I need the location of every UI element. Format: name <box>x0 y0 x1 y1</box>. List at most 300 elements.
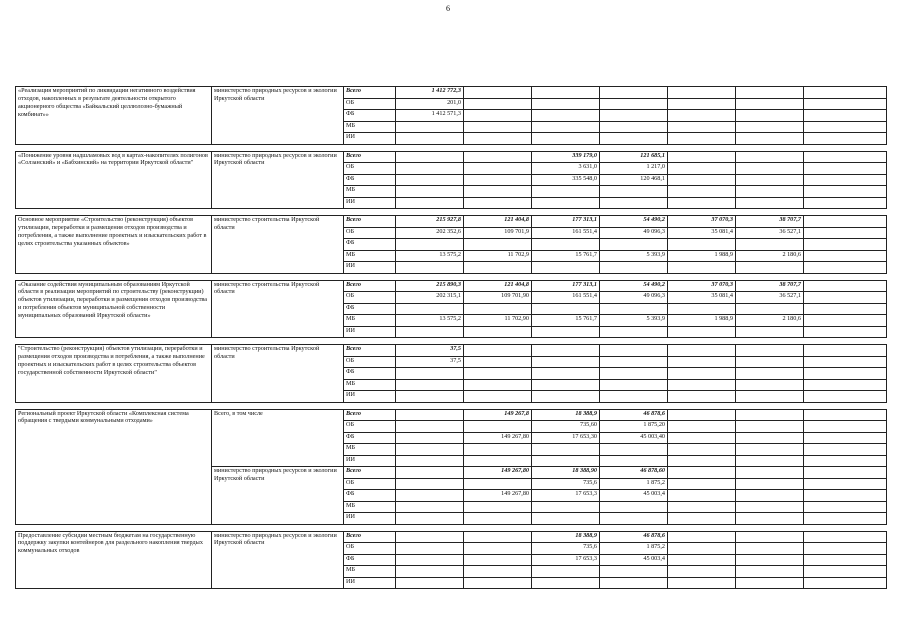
amount-cell: 215 927,8 <box>396 216 464 228</box>
amount-cell <box>668 554 736 566</box>
amount-cell <box>396 368 464 380</box>
amount-cell <box>532 345 600 357</box>
funding-source-cell: МБ <box>344 501 396 513</box>
amount-cell <box>804 186 887 198</box>
funding-source-cell: ИИ <box>344 133 396 145</box>
amount-cell <box>600 455 668 467</box>
amount-cell: 17 653,3 <box>532 554 600 566</box>
amount-cell <box>464 303 532 315</box>
amount-cell <box>532 262 600 274</box>
funding-source-cell: ФБ <box>344 368 396 380</box>
funding-source-cell: МБ <box>344 121 396 133</box>
amount-cell <box>804 216 887 228</box>
amount-cell <box>736 197 804 209</box>
amount-cell <box>600 577 668 589</box>
amount-cell <box>600 98 668 110</box>
table-row <box>16 409 887 421</box>
amount-cell <box>464 455 532 467</box>
amount-cell <box>736 174 804 186</box>
table-row <box>16 345 887 357</box>
amount-cell <box>736 444 804 456</box>
amount-cell <box>532 303 600 315</box>
amount-cell <box>464 577 532 589</box>
amount-cell <box>464 326 532 338</box>
funding-source-cell: ФБ <box>344 110 396 122</box>
amount-cell <box>804 262 887 274</box>
amount-cell: 45 003,4 <box>600 554 668 566</box>
funding-source-cell: ОБ <box>344 543 396 555</box>
funding-source-cell: ИИ <box>344 391 396 403</box>
amount-cell <box>736 303 804 315</box>
amount-cell <box>668 577 736 589</box>
amount-cell <box>736 566 804 578</box>
funding-source-cell: Всего <box>344 467 396 479</box>
amount-cell <box>396 455 464 467</box>
amount-cell <box>464 566 532 578</box>
amount-cell <box>396 303 464 315</box>
amount-cell <box>736 87 804 99</box>
amount-cell <box>804 133 887 145</box>
amount-cell <box>464 379 532 391</box>
funding-source-cell: ИИ <box>344 326 396 338</box>
amount-cell <box>600 444 668 456</box>
funding-source-cell: МБ <box>344 379 396 391</box>
amount-cell: 335 548,0 <box>532 174 600 186</box>
measure-description: «Оказание содействия муниципальным образованиям Иркутской области в реализации мероприятий по строительству (реконструкции) объектов утилизации, переработки и размещения отходов производства и потребления объектов муниципальной собственности муниципальных образований Иркутской области» <box>16 280 212 338</box>
measure-description: Региональный проект Иркутской области «Комплексная система обращения с твердыми коммунальными отходами» <box>16 409 212 524</box>
amount-cell <box>464 151 532 163</box>
funding-source-cell: ФБ <box>344 432 396 444</box>
amount-cell <box>668 110 736 122</box>
amount-cell: 149 267,80 <box>464 432 532 444</box>
amount-cell: 339 179,0 <box>532 151 600 163</box>
amount-cell <box>396 326 464 338</box>
amount-cell: 18 388,9 <box>532 531 600 543</box>
amount-cell <box>736 121 804 133</box>
amount-cell <box>532 455 600 467</box>
amount-cell <box>736 543 804 555</box>
funding-source-cell: Всего <box>344 409 396 421</box>
amount-cell: 18 388,90 <box>532 467 600 479</box>
amount-cell <box>532 391 600 403</box>
amount-cell <box>464 513 532 525</box>
amount-cell <box>736 513 804 525</box>
amount-cell <box>668 262 736 274</box>
funding-source-cell: ОБ <box>344 478 396 490</box>
amount-cell <box>464 543 532 555</box>
amount-cell <box>396 186 464 198</box>
amount-cell <box>736 478 804 490</box>
amount-cell: 17 653,3 <box>532 490 600 502</box>
amount-cell: 202 315,1 <box>396 292 464 304</box>
amount-cell <box>532 379 600 391</box>
amount-cell <box>736 98 804 110</box>
table-row <box>16 216 887 228</box>
amount-cell <box>600 110 668 122</box>
funding-source-cell: ОБ <box>344 98 396 110</box>
amount-cell <box>600 391 668 403</box>
executor-cell: министерство строительства Иркутской области <box>212 216 344 274</box>
amount-cell: 37 070,3 <box>668 216 736 228</box>
amount-cell <box>668 186 736 198</box>
executor-cell: министерство природных ресурсов и экологии Иркутской области <box>212 151 344 209</box>
amount-cell: 37,5 <box>396 345 464 357</box>
amount-cell <box>464 262 532 274</box>
amount-cell <box>668 566 736 578</box>
measure-description: «Реализация мероприятий по ликвидации негативного воздействия отходов, накопленных в результате деятельности открытого акционерного общества «Байкальский целлюлозно-бумажный комбинат»» <box>16 87 212 145</box>
amount-cell <box>464 133 532 145</box>
amount-cell <box>532 577 600 589</box>
funding-source-cell: ФБ <box>344 554 396 566</box>
amount-cell <box>736 326 804 338</box>
amount-cell <box>396 197 464 209</box>
amount-cell <box>396 501 464 513</box>
amount-cell: 3 631,0 <box>532 163 600 175</box>
amount-cell: 35 081,4 <box>668 227 736 239</box>
funding-source-cell: Всего <box>344 280 396 292</box>
amount-cell <box>804 421 887 433</box>
group-spacer <box>16 402 887 409</box>
amount-cell <box>736 501 804 513</box>
amount-cell <box>668 151 736 163</box>
amount-cell: 120 468,1 <box>600 174 668 186</box>
funding-source-cell: ФБ <box>344 239 396 251</box>
amount-cell <box>600 262 668 274</box>
amount-cell <box>668 133 736 145</box>
amount-cell: 177 313,1 <box>532 216 600 228</box>
amount-cell <box>668 455 736 467</box>
spacer-cell <box>16 144 887 151</box>
amount-cell <box>736 110 804 122</box>
executor-cell: министерство строительства Иркутской области <box>212 280 344 338</box>
amount-cell: 18 388,9 <box>532 409 600 421</box>
funding-source-cell: МБ <box>344 444 396 456</box>
amount-cell <box>532 501 600 513</box>
amount-cell <box>396 490 464 502</box>
amount-cell <box>668 391 736 403</box>
amount-cell <box>532 197 600 209</box>
amount-cell <box>804 151 887 163</box>
amount-cell <box>668 513 736 525</box>
amount-cell <box>804 280 887 292</box>
amount-cell <box>600 513 668 525</box>
amount-cell: 13 575,2 <box>396 315 464 327</box>
amount-cell <box>668 326 736 338</box>
amount-cell: 1 988,9 <box>668 315 736 327</box>
amount-cell <box>736 368 804 380</box>
amount-cell <box>804 292 887 304</box>
amount-cell <box>600 239 668 251</box>
amount-cell: 46 878,6 <box>600 531 668 543</box>
amount-cell <box>804 163 887 175</box>
table-row <box>16 87 887 99</box>
amount-cell <box>804 455 887 467</box>
amount-cell <box>396 133 464 145</box>
amount-cell <box>532 444 600 456</box>
amount-cell <box>736 345 804 357</box>
amount-cell <box>736 421 804 433</box>
amount-cell <box>464 501 532 513</box>
amount-cell <box>804 444 887 456</box>
funding-source-cell: ИИ <box>344 455 396 467</box>
amount-cell <box>804 513 887 525</box>
amount-cell <box>464 531 532 543</box>
table-row <box>16 531 887 543</box>
amount-cell <box>464 421 532 433</box>
amount-cell <box>668 163 736 175</box>
amount-cell <box>600 303 668 315</box>
amount-cell <box>804 554 887 566</box>
amount-cell <box>804 345 887 357</box>
group-spacer <box>16 524 887 531</box>
funding-source-cell: ИИ <box>344 197 396 209</box>
amount-cell: 46 878,60 <box>600 467 668 479</box>
amount-cell <box>396 513 464 525</box>
amount-cell <box>396 432 464 444</box>
measure-description: "Строительство (реконструкция) объектов утилизации, переработки и размещения отходов производства и потребления, а также выполнение проектных и изыскательских работ в целях строительства объектов государственной собственности Иркутской области" <box>16 345 212 403</box>
amount-cell <box>668 543 736 555</box>
amount-cell <box>804 87 887 99</box>
amount-cell <box>600 379 668 391</box>
amount-cell: 121 404,8 <box>464 280 532 292</box>
amount-cell <box>668 345 736 357</box>
amount-cell <box>464 98 532 110</box>
amount-cell <box>396 174 464 186</box>
amount-cell <box>532 98 600 110</box>
amount-cell <box>464 554 532 566</box>
amount-cell <box>532 513 600 525</box>
amount-cell <box>532 566 600 578</box>
amount-cell <box>396 467 464 479</box>
amount-cell <box>532 356 600 368</box>
amount-cell <box>532 186 600 198</box>
measure-description: Основное мероприятие «Строительство (реконструкция) объектов утилизации, переработки и размещения отходов производства и потребления, а также выполнение проектных и изыскательских работ в целях строительства указанных объектов» <box>16 216 212 274</box>
funding-source-cell: МБ <box>344 315 396 327</box>
amount-cell: 1 875,2 <box>600 478 668 490</box>
amount-cell <box>532 239 600 251</box>
amount-cell: 45 003,40 <box>600 432 668 444</box>
amount-cell <box>464 110 532 122</box>
amount-cell <box>600 121 668 133</box>
amount-cell: 161 551,4 <box>532 227 600 239</box>
amount-cell <box>532 133 600 145</box>
amount-cell <box>464 186 532 198</box>
amount-cell <box>600 566 668 578</box>
funding-source-cell: ОБ <box>344 356 396 368</box>
amount-cell <box>804 467 887 479</box>
amount-cell <box>736 432 804 444</box>
amount-cell <box>804 566 887 578</box>
amount-cell <box>464 368 532 380</box>
amount-cell <box>668 368 736 380</box>
amount-cell <box>396 554 464 566</box>
amount-cell: 109 701,90 <box>464 292 532 304</box>
amount-cell <box>736 577 804 589</box>
amount-cell: 1 875,20 <box>600 421 668 433</box>
amount-cell <box>804 379 887 391</box>
amount-cell: 5 393,9 <box>600 250 668 262</box>
amount-cell <box>668 197 736 209</box>
amount-cell <box>396 262 464 274</box>
amount-cell <box>668 444 736 456</box>
amount-cell <box>464 163 532 175</box>
amount-cell <box>668 531 736 543</box>
amount-cell <box>396 409 464 421</box>
amount-cell <box>532 87 600 99</box>
amount-cell: 54 490,2 <box>600 280 668 292</box>
amount-cell: 202 352,6 <box>396 227 464 239</box>
amount-cell: 17 653,30 <box>532 432 600 444</box>
amount-cell <box>668 356 736 368</box>
amount-cell <box>532 368 600 380</box>
spacer-cell <box>16 338 887 345</box>
funding-source-cell: ОБ <box>344 227 396 239</box>
amount-cell <box>396 151 464 163</box>
amount-cell <box>804 478 887 490</box>
amount-cell: 38 707,7 <box>736 280 804 292</box>
amount-cell <box>804 409 887 421</box>
amount-cell: 149 267,80 <box>464 490 532 502</box>
spacer-cell <box>16 209 887 216</box>
amount-cell <box>396 444 464 456</box>
amount-cell <box>396 478 464 490</box>
amount-cell <box>804 197 887 209</box>
amount-cell <box>600 197 668 209</box>
amount-cell: 38 707,7 <box>736 216 804 228</box>
amount-cell: 37,5 <box>396 356 464 368</box>
amount-cell <box>736 133 804 145</box>
amount-cell <box>804 227 887 239</box>
funding-source-cell: ОБ <box>344 421 396 433</box>
amount-cell: 149 267,8 <box>464 409 532 421</box>
amount-cell <box>668 98 736 110</box>
amount-cell: 2 180,6 <box>736 250 804 262</box>
funding-source-cell: МБ <box>344 250 396 262</box>
amount-cell <box>736 554 804 566</box>
amount-cell <box>396 239 464 251</box>
funding-source-cell: Всего <box>344 216 396 228</box>
amount-cell <box>736 531 804 543</box>
amount-cell <box>396 121 464 133</box>
amount-cell: 49 096,3 <box>600 227 668 239</box>
funding-source-cell: ОБ <box>344 292 396 304</box>
funding-source-cell: МБ <box>344 186 396 198</box>
amount-cell <box>668 490 736 502</box>
amount-cell: 2 180,6 <box>736 315 804 327</box>
funding-source-cell: Всего <box>344 345 396 357</box>
amount-cell <box>532 110 600 122</box>
amount-cell: 11 702,90 <box>464 315 532 327</box>
amount-cell: 109 701,9 <box>464 227 532 239</box>
amount-cell: 36 527,1 <box>736 292 804 304</box>
amount-cell <box>668 409 736 421</box>
amount-cell <box>804 368 887 380</box>
executor-cell: Всего, в том числе <box>212 409 344 467</box>
amount-cell <box>804 110 887 122</box>
amount-cell <box>396 421 464 433</box>
amount-cell <box>804 174 887 186</box>
amount-cell <box>464 444 532 456</box>
funding-source-cell: ИИ <box>344 262 396 274</box>
amount-cell <box>736 186 804 198</box>
amount-cell <box>396 566 464 578</box>
amount-cell <box>736 151 804 163</box>
amount-cell: 54 490,2 <box>600 216 668 228</box>
amount-cell <box>600 501 668 513</box>
amount-cell: 46 878,6 <box>600 409 668 421</box>
amount-cell <box>396 379 464 391</box>
amount-cell: 36 527,1 <box>736 227 804 239</box>
amount-cell <box>668 121 736 133</box>
amount-cell: 149 267,80 <box>464 467 532 479</box>
amount-cell <box>804 326 887 338</box>
amount-cell: 11 702,9 <box>464 250 532 262</box>
amount-cell: 735,6 <box>532 478 600 490</box>
amount-cell <box>804 303 887 315</box>
amount-cell <box>464 87 532 99</box>
measure-description: Предоставление субсидии местным бюджетам на государственную поддержку закупки контейнеров для раздельного накопления твердых коммунальных отходов <box>16 531 212 589</box>
page-number: 6 <box>446 4 450 13</box>
amount-cell <box>532 326 600 338</box>
amount-cell <box>668 467 736 479</box>
amount-cell: 13 575,2 <box>396 250 464 262</box>
amount-cell <box>600 368 668 380</box>
amount-cell <box>668 501 736 513</box>
amount-cell <box>804 432 887 444</box>
amount-cell <box>668 432 736 444</box>
amount-cell <box>668 478 736 490</box>
amount-cell <box>668 379 736 391</box>
amount-cell <box>600 326 668 338</box>
amount-cell <box>736 490 804 502</box>
amount-cell <box>804 98 887 110</box>
amount-cell: 1 412 772,3 <box>396 87 464 99</box>
amount-cell: 15 761,7 <box>532 315 600 327</box>
funding-source-cell: ОБ <box>344 163 396 175</box>
amount-cell <box>464 239 532 251</box>
amount-cell <box>804 121 887 133</box>
spacer-cell <box>16 273 887 280</box>
amount-cell: 121 404,8 <box>464 216 532 228</box>
spacer-cell <box>16 402 887 409</box>
amount-cell: 1 875,2 <box>600 543 668 555</box>
amount-cell <box>736 391 804 403</box>
amount-cell: 45 003,4 <box>600 490 668 502</box>
amount-cell <box>600 186 668 198</box>
executor-cell: министерство строительства Иркутской области <box>212 345 344 403</box>
amount-cell <box>396 391 464 403</box>
amount-cell <box>464 391 532 403</box>
amount-cell <box>464 197 532 209</box>
amount-cell <box>668 303 736 315</box>
amount-cell <box>736 455 804 467</box>
amount-cell: 1 988,9 <box>668 250 736 262</box>
amount-cell <box>396 543 464 555</box>
amount-cell <box>668 87 736 99</box>
amount-cell <box>600 87 668 99</box>
table-row <box>16 151 887 163</box>
amount-cell: 37 070,3 <box>668 280 736 292</box>
amount-cell <box>804 391 887 403</box>
amount-cell: 1 412 571,3 <box>396 110 464 122</box>
amount-cell <box>736 239 804 251</box>
budget-table <box>15 86 887 589</box>
funding-source-cell: ИИ <box>344 513 396 525</box>
amount-cell <box>396 163 464 175</box>
amount-cell <box>804 315 887 327</box>
amount-cell <box>668 421 736 433</box>
amount-cell <box>396 531 464 543</box>
